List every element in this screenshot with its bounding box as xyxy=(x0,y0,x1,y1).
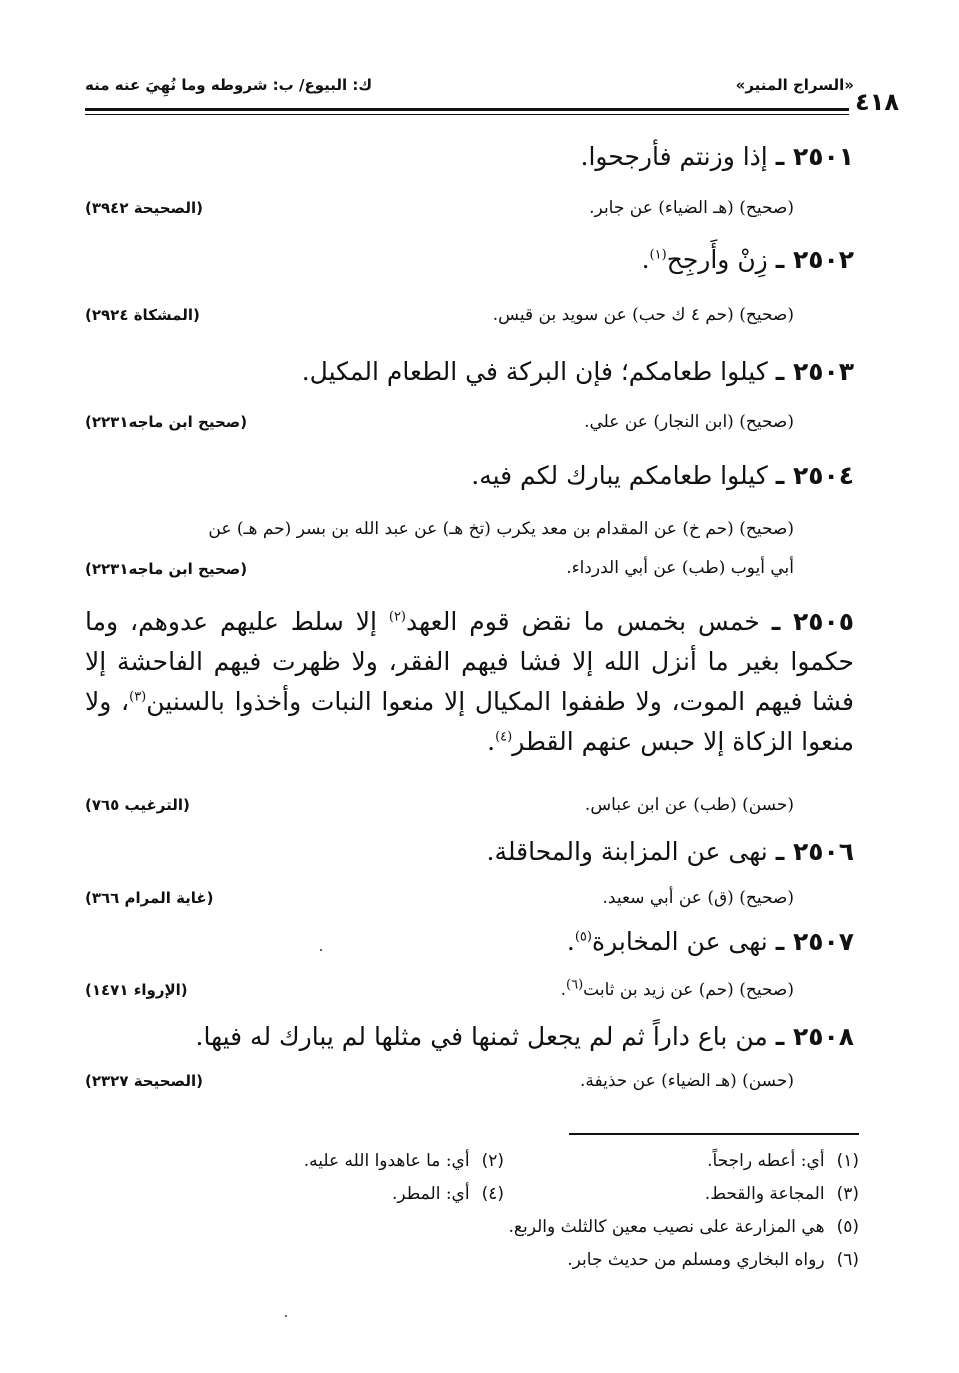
hadith-text-part2: إلا سلط عليهم عدوهم، وما حكموا بغير ما أنزل الله إلا فشا فيهم الفقر، ولا ظهرت فيهم الفاحشة إلا فشا فيهم الموت، ولا طففوا المكيال إلا منعوا النبات وأخذوا بالسنين xyxy=(85,607,854,716)
chapter-heading: ك: البيوع/ ب: شروطه وما نُهِيَ عنه منه xyxy=(85,76,373,94)
hadith-number: ٢٥٠٨ ـ xyxy=(775,1022,854,1051)
footnote-number: (٣) xyxy=(836,1184,859,1204)
hadith-text: نهى عن المخابرة xyxy=(591,927,768,956)
hadith-grade-line2: أبي أيوب (طب) عن أبي الدرداء. xyxy=(566,558,794,578)
footnote-number: (٦) xyxy=(836,1250,859,1270)
footnote-number: (٢) xyxy=(481,1151,504,1171)
footnote-text: هي المزارعة على نصيب معين كالثلث والربع. xyxy=(508,1217,825,1237)
footnote-text: رواه البخاري ومسلم من حديث جابر. xyxy=(567,1250,825,1270)
hadith-end: . xyxy=(566,927,575,956)
footnote-text: أي: ما عاهدوا الله عليه. xyxy=(303,1151,470,1171)
hadith-2503 xyxy=(302,352,854,392)
grade-text: (صحيح) (حم) عن زيد بن ثابت xyxy=(583,980,794,1000)
grade-end: . xyxy=(560,980,567,1000)
hadith-2504 xyxy=(471,456,854,496)
hadith-number: ٢٥٠٣ ـ xyxy=(775,357,854,386)
hadith-source: (الصحيحة ٢٣٢٧) xyxy=(85,1072,203,1090)
grade-text: (صحيح) (هـ الضياء) عن جابر. xyxy=(589,198,794,218)
hadith-number: ٢٥٠٢ ـ xyxy=(775,245,854,274)
hadith-grade: (صحيح) (ق) عن أبي سعيد. xyxy=(602,888,794,908)
footnote-number: (٥) xyxy=(836,1217,859,1237)
hadith-number: ٢٥٠٧ ـ xyxy=(775,927,854,956)
hadith-source: (صحيح ابن ماجه٢٢٣١) xyxy=(85,413,248,431)
footnote-ref: (٦) xyxy=(566,977,584,993)
footnote-2 xyxy=(304,1151,504,1171)
footnote-text: المجاعة والقحط. xyxy=(704,1184,825,1204)
footnote-number: (٤) xyxy=(481,1184,504,1204)
hadith-number: ٢٥٠١ ـ xyxy=(775,142,854,171)
footnote-text: أي: أعطه راجحاً. xyxy=(707,1151,825,1171)
footnote-ref: (٥) xyxy=(574,929,592,945)
footnote-1 xyxy=(707,1151,859,1171)
hadith-text-part1: خمس بخمس ما نقض قوم العهد xyxy=(406,607,760,636)
hadith-2507 xyxy=(567,922,854,962)
footnote-ref: (٢) xyxy=(388,609,406,625)
header-rule-thick xyxy=(85,108,849,111)
hadith-grade: (صحيح) (ابن النجار) عن علي. xyxy=(584,412,794,432)
hadith-2508 xyxy=(196,1017,854,1057)
footnote-separator xyxy=(569,1133,859,1135)
hadith-source: (الإرواء ١٤٧١) xyxy=(85,981,188,999)
hadith-grade xyxy=(560,977,794,1000)
scan-speck xyxy=(285,1315,287,1317)
hadith-number: ٢٥٠٤ ـ xyxy=(775,461,854,490)
hadith-number: ٢٥٠٥ ـ xyxy=(771,607,855,636)
hadith-source: (غاية المرام ٣٦٦) xyxy=(85,889,214,907)
footnote-3 xyxy=(705,1184,859,1204)
footnote-6 xyxy=(567,1250,859,1270)
footnote-4 xyxy=(392,1184,504,1204)
book-title: «السراج المنير» xyxy=(735,76,854,94)
footnote-ref: (١) xyxy=(649,247,667,263)
hadith-text: نهى عن المزابنة والمحاقلة. xyxy=(486,837,768,866)
header-rule-thin xyxy=(85,114,849,115)
hadith-text: كيلوا طعامكم يبارك لكم فيه. xyxy=(471,461,768,490)
hadith-text: زِنْ وأَرجِح xyxy=(666,245,768,274)
hadith-end: . xyxy=(641,245,650,274)
hadith-grade-line1: (صحيح) (حم خ) عن المقدام بن معد يكرب (تخ هـ) عن عبد الله بن بسر (حم هـ) عن xyxy=(208,519,794,539)
footnote-ref: (٣) xyxy=(129,689,147,705)
hadith-text: كيلوا طعامكم؛ فإن البركة في الطعام المكيل. xyxy=(301,357,768,386)
footnote-number: (١) xyxy=(836,1151,859,1171)
footnote-text: أي: المطر. xyxy=(391,1184,470,1204)
hadith-text-part3: ، ولا منعوا الزكاة إلا حبس عنهم القطر xyxy=(85,687,854,756)
hadith-text: إذا وزنتم فأرجحوا. xyxy=(580,142,768,171)
hadith-source: (صحيح ابن ماجه٢٢٣١) xyxy=(85,560,248,578)
hadith-source: (الصحيحة ٣٩٤٢) xyxy=(85,199,203,217)
hadith-source: (المشكاة ٢٩٢٤) xyxy=(85,306,200,324)
hadith-number: ٢٥٠٦ ـ xyxy=(775,837,854,866)
hadith-text: من باع داراً ثم لم يجعل ثمنها في مثلها لم يبارك له فيها. xyxy=(195,1022,768,1051)
hadith-grade: (حسن) (طب) عن ابن عباس. xyxy=(584,795,794,815)
scan-speck xyxy=(320,949,322,951)
footnote-5 xyxy=(509,1217,859,1237)
hadith-2505 xyxy=(85,602,854,762)
hadith-grade: (صحيح) (حم ٤ ك حب) عن سويد بن قيس. xyxy=(492,305,794,325)
hadith-source: (الترغيب ٧٦٥) xyxy=(85,796,190,814)
page-number: ٤١٨ xyxy=(855,88,899,116)
hadith-grade xyxy=(589,198,794,218)
hadith-2501 xyxy=(581,137,855,177)
hadith-grade: (حسن) (هـ الضياء) عن حذيفة. xyxy=(579,1071,794,1091)
hadith-end: . xyxy=(487,727,496,756)
footnote-ref: (٤) xyxy=(495,729,513,745)
hadith-2502 xyxy=(642,240,854,280)
hadith-2506 xyxy=(487,832,854,872)
